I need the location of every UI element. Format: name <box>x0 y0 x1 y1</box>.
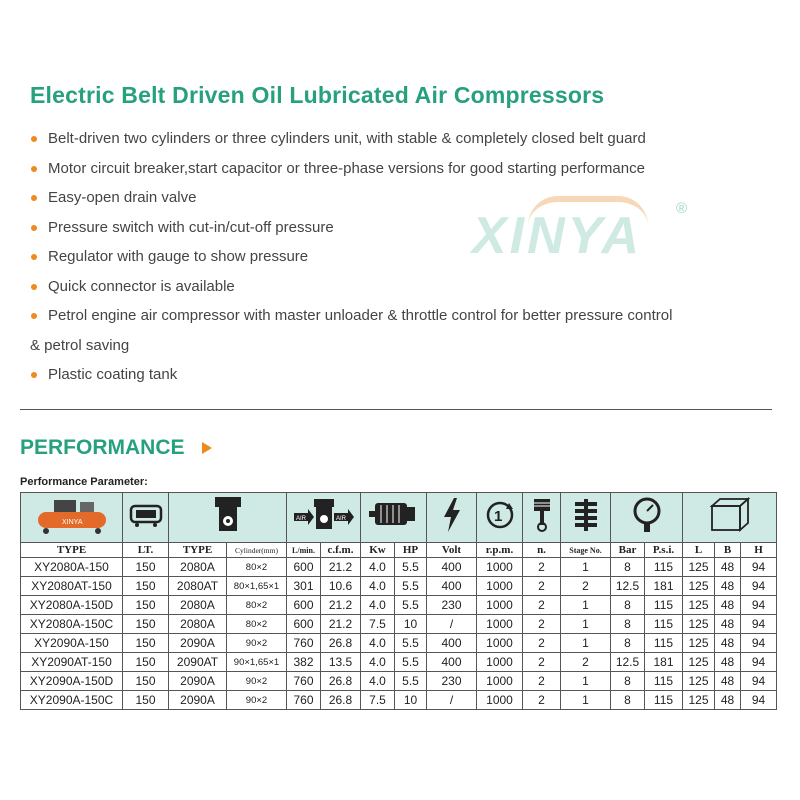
dimensions-box-icon <box>706 496 754 534</box>
column-header: H <box>741 543 777 558</box>
table-cell: 230 <box>427 672 477 691</box>
table-cell: 5.5 <box>395 672 427 691</box>
column-header: Cylinder(mm) <box>227 543 287 558</box>
table-cell: 150 <box>123 634 169 653</box>
rpm-icon-cell <box>477 493 523 543</box>
feature-item <box>30 360 780 390</box>
table-cell: 13.5 <box>321 653 361 672</box>
table-cell: 1000 <box>477 634 523 653</box>
table-cell: 90×1,65×1 <box>227 653 287 672</box>
feature-item <box>30 301 780 331</box>
table-cell: 1 <box>561 691 611 710</box>
table-cell: 21.2 <box>321 615 361 634</box>
feature-text: & petrol saving <box>30 336 130 354</box>
table-cell: 10 <box>395 691 427 710</box>
xinya-watermark <box>472 196 702 276</box>
table-cell: 94 <box>741 615 777 634</box>
table-cell: 2 <box>523 634 561 653</box>
table-cell: 48 <box>715 596 741 615</box>
table-cell: 2 <box>523 615 561 634</box>
table-cell: 2 <box>523 558 561 577</box>
table-cell: 115 <box>645 672 683 691</box>
table-cell: 2 <box>523 672 561 691</box>
table-cell: 26.8 <box>321 691 361 710</box>
table-cell: 2 <box>523 691 561 710</box>
table-cell: 8 <box>611 634 645 653</box>
table-cell: 1 <box>561 615 611 634</box>
column-header: HP <box>395 543 427 558</box>
table-cell: 90×2 <box>227 691 287 710</box>
table-cell: 2 <box>523 577 561 596</box>
table-cell: 400 <box>427 577 477 596</box>
table-cell: 2080AT <box>169 577 227 596</box>
table-cell: 125 <box>683 577 715 596</box>
table-cell: 90×2 <box>227 634 287 653</box>
column-header: Volt <box>427 543 477 558</box>
feature-text: Pressure switch with cut-in/cut-off pressure <box>48 218 334 236</box>
bullet-dot-icon <box>31 166 37 172</box>
feature-text: Petrol engine air compressor with master unloader & throttle control for better pressure control <box>48 307 673 324</box>
bullet-dot-icon <box>31 284 37 290</box>
table-cell: 150 <box>123 672 169 691</box>
table-cell: 4.0 <box>361 558 395 577</box>
piston-icon-cell <box>523 493 561 543</box>
table-cell: 600 <box>287 596 321 615</box>
table-cell: 382 <box>287 653 321 672</box>
table-cell: 150 <box>123 577 169 596</box>
piston-icon <box>531 497 553 533</box>
compressor-icon <box>32 494 112 536</box>
table-cell: XY2090A-150 <box>21 634 123 653</box>
svg-text:AIR: AIR <box>295 516 306 522</box>
column-header: Stage No. <box>561 543 611 558</box>
table-cell: 400 <box>427 634 477 653</box>
table-cell: XY2080A-150 <box>21 558 123 577</box>
table-cell: 1000 <box>477 615 523 634</box>
table-cell: 150 <box>123 558 169 577</box>
pump-icon-cell <box>169 493 287 543</box>
table-cell: 2 <box>523 596 561 615</box>
table-cell: 48 <box>715 615 741 634</box>
bullet-dot-icon <box>31 254 37 260</box>
feature-text: Quick connector is available <box>48 277 235 295</box>
table-row <box>21 596 777 615</box>
table-cell: 80×2 <box>227 596 287 615</box>
table-row <box>21 558 777 577</box>
performance-heading: PERFORMANCE <box>20 436 185 459</box>
column-header: n. <box>523 543 561 558</box>
bullet-dot-icon <box>31 195 37 201</box>
table-cell: 8 <box>611 691 645 710</box>
table-cell: 48 <box>715 653 741 672</box>
table-cell: / <box>427 615 477 634</box>
motor-icon-cell <box>361 493 427 543</box>
table-cell: 150 <box>123 691 169 710</box>
table-cell: 1 <box>561 558 611 577</box>
column-header: Bar <box>611 543 645 558</box>
table-cell: 181 <box>645 577 683 596</box>
table-row <box>21 615 777 634</box>
table-cell: 8 <box>611 596 645 615</box>
table-cell: 125 <box>683 615 715 634</box>
table-cell: 2 <box>561 577 611 596</box>
table-cell: 1000 <box>477 691 523 710</box>
column-header: B <box>715 543 741 558</box>
table-cell: XY2080A-150C <box>21 615 123 634</box>
table-row <box>21 577 777 596</box>
column-header: L <box>683 543 715 558</box>
column-header: L/min. <box>287 543 321 558</box>
table-cell: XY2090AT-150 <box>21 653 123 672</box>
table-cell: 125 <box>683 634 715 653</box>
table-cell: 115 <box>645 558 683 577</box>
table-cell: 80×1,65×1 <box>227 577 287 596</box>
table-cell: 600 <box>287 558 321 577</box>
svg-text:1: 1 <box>493 508 502 525</box>
air-flow-icon <box>292 495 356 535</box>
table-row <box>21 672 777 691</box>
table-cell: 5.5 <box>395 653 427 672</box>
table-cell: 230 <box>427 596 477 615</box>
table-cell: 8 <box>611 672 645 691</box>
table-cell: XY2090A-150C <box>21 691 123 710</box>
table-cell: 760 <box>287 672 321 691</box>
stage-icon <box>571 498 601 532</box>
table-cell: XY2080A-150D <box>21 596 123 615</box>
table-cell: 4.0 <box>361 577 395 596</box>
table-cell: 80×2 <box>227 615 287 634</box>
table-cell: 2090A <box>169 672 227 691</box>
performance-table <box>20 492 777 710</box>
table-cell: 1000 <box>477 558 523 577</box>
table-cell: 5.5 <box>395 558 427 577</box>
pressure-gauge-icon <box>631 496 663 534</box>
tank-icon <box>129 502 163 528</box>
table-cell: 12.5 <box>611 577 645 596</box>
performance-parameter-label: Performance Parameter: <box>20 476 148 488</box>
table-cell: 1 <box>561 634 611 653</box>
table-cell: 21.2 <box>321 596 361 615</box>
table-row <box>21 653 777 672</box>
column-header: r.p.m. <box>477 543 523 558</box>
table-cell: 2 <box>523 653 561 672</box>
table-cell: 1 <box>561 672 611 691</box>
table-cell: 26.8 <box>321 634 361 653</box>
table-cell: 600 <box>287 615 321 634</box>
table-cell: 2090A <box>169 634 227 653</box>
table-cell: 94 <box>741 596 777 615</box>
table-cell: 2090AT <box>169 653 227 672</box>
table-cell: 125 <box>683 558 715 577</box>
icon-row <box>21 493 777 543</box>
table-cell: 4.0 <box>361 672 395 691</box>
table-cell: 1 <box>561 596 611 615</box>
table-cell: 80×2 <box>227 558 287 577</box>
table-cell: XY2090A-150D <box>21 672 123 691</box>
feature-item <box>30 331 780 361</box>
table-cell: 7.5 <box>361 691 395 710</box>
table-cell: 115 <box>645 615 683 634</box>
table-cell: 150 <box>123 653 169 672</box>
table-cell: 5.5 <box>395 596 427 615</box>
pressure-gauge-icon-cell <box>611 493 683 543</box>
feature-text: Regulator with gauge to show pressure <box>48 248 309 265</box>
voltage-icon <box>441 497 463 533</box>
bullet-dot-icon <box>31 372 37 378</box>
table-cell: 1000 <box>477 596 523 615</box>
table-cell: 2 <box>561 653 611 672</box>
tank-icon-cell <box>123 493 169 543</box>
table-cell: 94 <box>741 634 777 653</box>
page-title: Electric Belt Driven Oil Lubricated Air Compressors <box>30 82 605 108</box>
table-cell: 48 <box>715 634 741 653</box>
column-header: TYPE <box>21 543 123 558</box>
table-cell: 125 <box>683 596 715 615</box>
table-cell: / <box>427 691 477 710</box>
svg-text:AIR: AIR <box>335 516 346 522</box>
rpm-icon <box>485 500 515 530</box>
table-cell: 10 <box>395 615 427 634</box>
table-cell: 7.5 <box>361 615 395 634</box>
stage-icon-cell <box>561 493 611 543</box>
feature-text: Motor circuit breaker,start capacitor or three-phase versions for good starting performance <box>48 159 645 177</box>
table-cell: 94 <box>741 691 777 710</box>
registered-mark: ® <box>676 200 688 217</box>
column-header: LT. <box>123 543 169 558</box>
feature-text: Plastic coating tank <box>48 366 178 383</box>
table-cell: 48 <box>715 577 741 596</box>
table-cell: 4.0 <box>361 596 395 615</box>
table-cell: 21.2 <box>321 558 361 577</box>
header-row <box>21 543 777 558</box>
column-header: P.s.i. <box>645 543 683 558</box>
table-cell: 2080A <box>169 558 227 577</box>
table-cell: 94 <box>741 577 777 596</box>
bullet-dot-icon <box>31 136 37 142</box>
table-row <box>21 634 777 653</box>
bullet-dot-icon <box>31 313 37 319</box>
table-cell: 125 <box>683 653 715 672</box>
table-cell: 94 <box>741 653 777 672</box>
feature-item <box>30 124 780 154</box>
table-cell: 12.5 <box>611 653 645 672</box>
table-cell: 8 <box>611 558 645 577</box>
table-cell: 115 <box>645 634 683 653</box>
feature-text: Easy-open drain valve <box>48 189 197 206</box>
table-cell: 48 <box>715 558 741 577</box>
table-cell: 400 <box>427 558 477 577</box>
table-cell: 4.0 <box>361 653 395 672</box>
table-cell: 48 <box>715 672 741 691</box>
table-cell: 10.6 <box>321 577 361 596</box>
feature-text: Belt-driven two cylinders or three cylinders unit, with stable & completely closed belt guard <box>48 130 646 147</box>
table-cell: 94 <box>741 558 777 577</box>
table-row <box>21 691 777 710</box>
table-cell: 2080A <box>169 596 227 615</box>
table-cell: 150 <box>123 615 169 634</box>
table-cell: 2080A <box>169 615 227 634</box>
column-header: c.f.m. <box>321 543 361 558</box>
watermark-logo-text: XINYA <box>472 207 643 265</box>
table-cell: 2090A <box>169 691 227 710</box>
table-cell: 8 <box>611 615 645 634</box>
play-arrow-icon <box>202 442 212 454</box>
table-cell: 94 <box>741 672 777 691</box>
table-cell: XY2080AT-150 <box>21 577 123 596</box>
motor-icon <box>367 499 421 531</box>
compressor-icon-cell <box>21 493 123 543</box>
table-cell: 90×2 <box>227 672 287 691</box>
table-cell: 1000 <box>477 653 523 672</box>
table-cell: 400 <box>427 653 477 672</box>
table-cell: 181 <box>645 653 683 672</box>
table-cell: 115 <box>645 691 683 710</box>
svg-text:XINYA: XINYA <box>61 519 82 526</box>
table-cell: 150 <box>123 596 169 615</box>
air-flow-icon-cell <box>287 493 361 543</box>
bullet-dot-icon <box>31 225 37 231</box>
table-cell: 125 <box>683 672 715 691</box>
table-cell: 301 <box>287 577 321 596</box>
table-cell: 26.8 <box>321 672 361 691</box>
dimensions-box-icon-cell <box>683 493 777 543</box>
pump-icon <box>211 495 245 535</box>
table-cell: 760 <box>287 691 321 710</box>
table-cell: 5.5 <box>395 577 427 596</box>
feature-item <box>30 154 780 184</box>
table-cell: 1000 <box>477 672 523 691</box>
table-cell: 4.0 <box>361 634 395 653</box>
voltage-icon-cell <box>427 493 477 543</box>
table-cell: 5.5 <box>395 634 427 653</box>
table-cell: 125 <box>683 691 715 710</box>
column-header: Kw <box>361 543 395 558</box>
table-cell: 760 <box>287 634 321 653</box>
section-divider <box>20 409 772 410</box>
table-cell: 115 <box>645 596 683 615</box>
table-cell: 1000 <box>477 577 523 596</box>
column-header: TYPE <box>169 543 227 558</box>
table-cell: 48 <box>715 691 741 710</box>
